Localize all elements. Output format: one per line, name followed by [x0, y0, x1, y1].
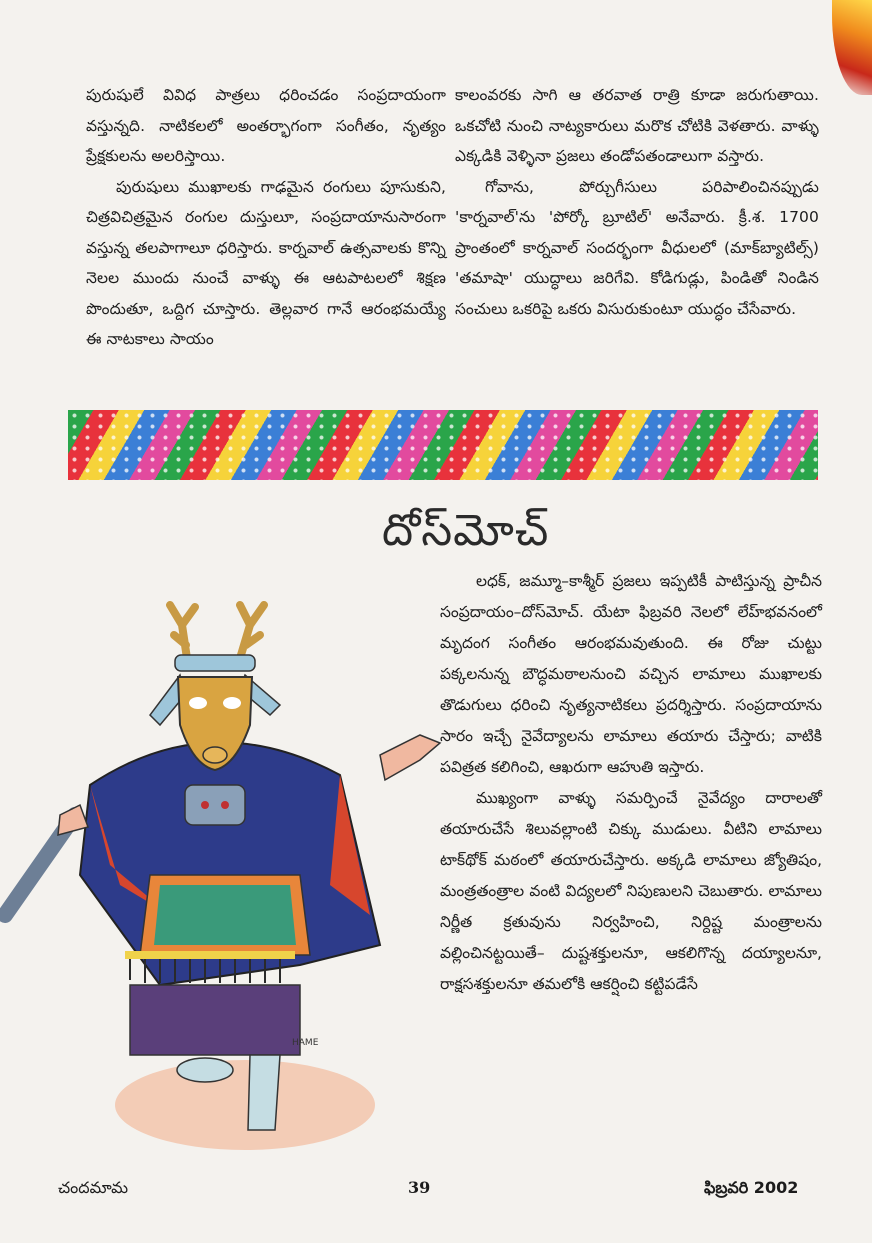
left-paragraph-1: పురుషులే వివిధ పాత్రలు ధరించడం సంప్రదాయంగా వస్తున్నది. నాటికలలో అంతర్భాగంగా సంగీతం, నృత్యం ప్రేక్షకులను అలరిస్తాయి. [86, 86, 446, 165]
right-paragraph-2: గోవాను, పోర్చుగీసులు పరిపాలించినప్పుడు 'కార్నవాల్'ను 'పోర్కో బ్రూటిల్' అనేవారు. క్రీ.శ. 1700 ప్రాంతంలో కార్నవాల్ సందర్భంగా వీధులలో (మాక్‌బ్యాటిల్స్) 'తమాషా' యుద్ధాలు జరిగేవి. కోడిగుడ్లు, పిండితో నిండిన సంచులు ఒకరిపై ఒకరు విసురుకుంటూ యుద్ధం చేసేవారు. [455, 177, 819, 318]
artist-signature: HAME [292, 1038, 319, 1048]
decorative-pattern-band [68, 410, 818, 480]
right-text-column [455, 80, 819, 324]
section-title: దోస్‌మోచ్ [382, 505, 550, 556]
page-footer [0, 1178, 872, 1208]
left-paragraph-2: పురుషులు ముఖాలకు గాఢమైన రంగులు పూసుకుని, చిత్రవిచిత్రమైన రంగుల దుస్తులూ, సంప్రదాయానుసారంగా వస్తున్న తలపాగాలూ ధరిస్తారు. కార్నవాల్ ఉత్సవాలకు కొన్ని నెలల ముందు నుంచే వాళ్ళు ఈ ఆటపాటలలో శిక్షణ పొందుతూ, ఒద్దిగ చూస్తారు. తెల్లవార గానే ఆరంభమయ్యే ఈ నాటకాలు సాయం [86, 177, 446, 348]
left-text-column [86, 80, 446, 355]
issue-date: ఫిబ్రవరి 2002 [704, 1178, 799, 1197]
article-paragraph-2: ముఖ్యంగా వాళ్ళు సమర్పించే నైవేద్యం దారాలతో తయారుచేసే శిలువల్లాంటి చిక్కు ముడులు. వీటిని లామాలు టాక్‌థోక్ మఠంలో తయారుచేస్తారు. అక్కడి లామాలు జ్యోతిషం, మంత్రతంత్రాల వంటి విద్యలలో నిపుణులని చెబుతారు. లామాలు నిర్ణీత క్రతువును నిర్వహించి, నిర్దిష్ట మంత్రాలను వల్లించినట్టయితే– దుష్టశక్తులనూ, ఆకలిగొన్న దయ్యాలనూ, రాక్షసశక్తులనూ తమలోకి ఆకర్షించి కట్టిపడేసే [440, 789, 822, 993]
article-body [440, 566, 822, 1000]
page-number: 39 [408, 1178, 431, 1197]
masked-lama-dancer-illustration [0, 585, 445, 1150]
flame-decoration-icon [832, 0, 872, 95]
magazine-name: చందమామ [58, 1178, 129, 1197]
article-paragraph-1: లధక్, జమ్మూ–కాశ్మీర్ ప్రజలు ఇప్పటికీ పాటిస్తున్న ప్రాచీన సంప్రదాయం–దోస్‌మోచ్. యేటా ఫిబ్రవరి నెలలో లేహ్‌భవనంలో మృదంగ సంగీతం ఆరంభమవుతుంది. ఈ రోజు చుట్టు పక్కలనున్న బౌద్ధమఠాలనుంచి వచ్చిన లామాలు ముఖాలకు తొడుగులు ధరించి నృత్యనాటికలు ప్రదర్శిస్తారు. సంప్రదాయాను సారం ఇచ్చే నైవేద్యాలను లామాలు తయారు చేస్తారు; వాటికి పవిత్రత కలిగించి, ఆఖరుగా ఆహుతి ఇస్తారు. [440, 572, 822, 776]
right-paragraph-1: కాలంవరకు సాగి ఆ తరవాత రాత్రి కూడా జరుగుతాయి. ఒకచోటి నుంచి నాట్యకారులు మరొక చోటికి వెళతారు. వాళ్ళు ఎక్కడికి వెళ్ళినా ప్రజలు తండోపతండాలుగా వస్తారు. [455, 86, 819, 165]
